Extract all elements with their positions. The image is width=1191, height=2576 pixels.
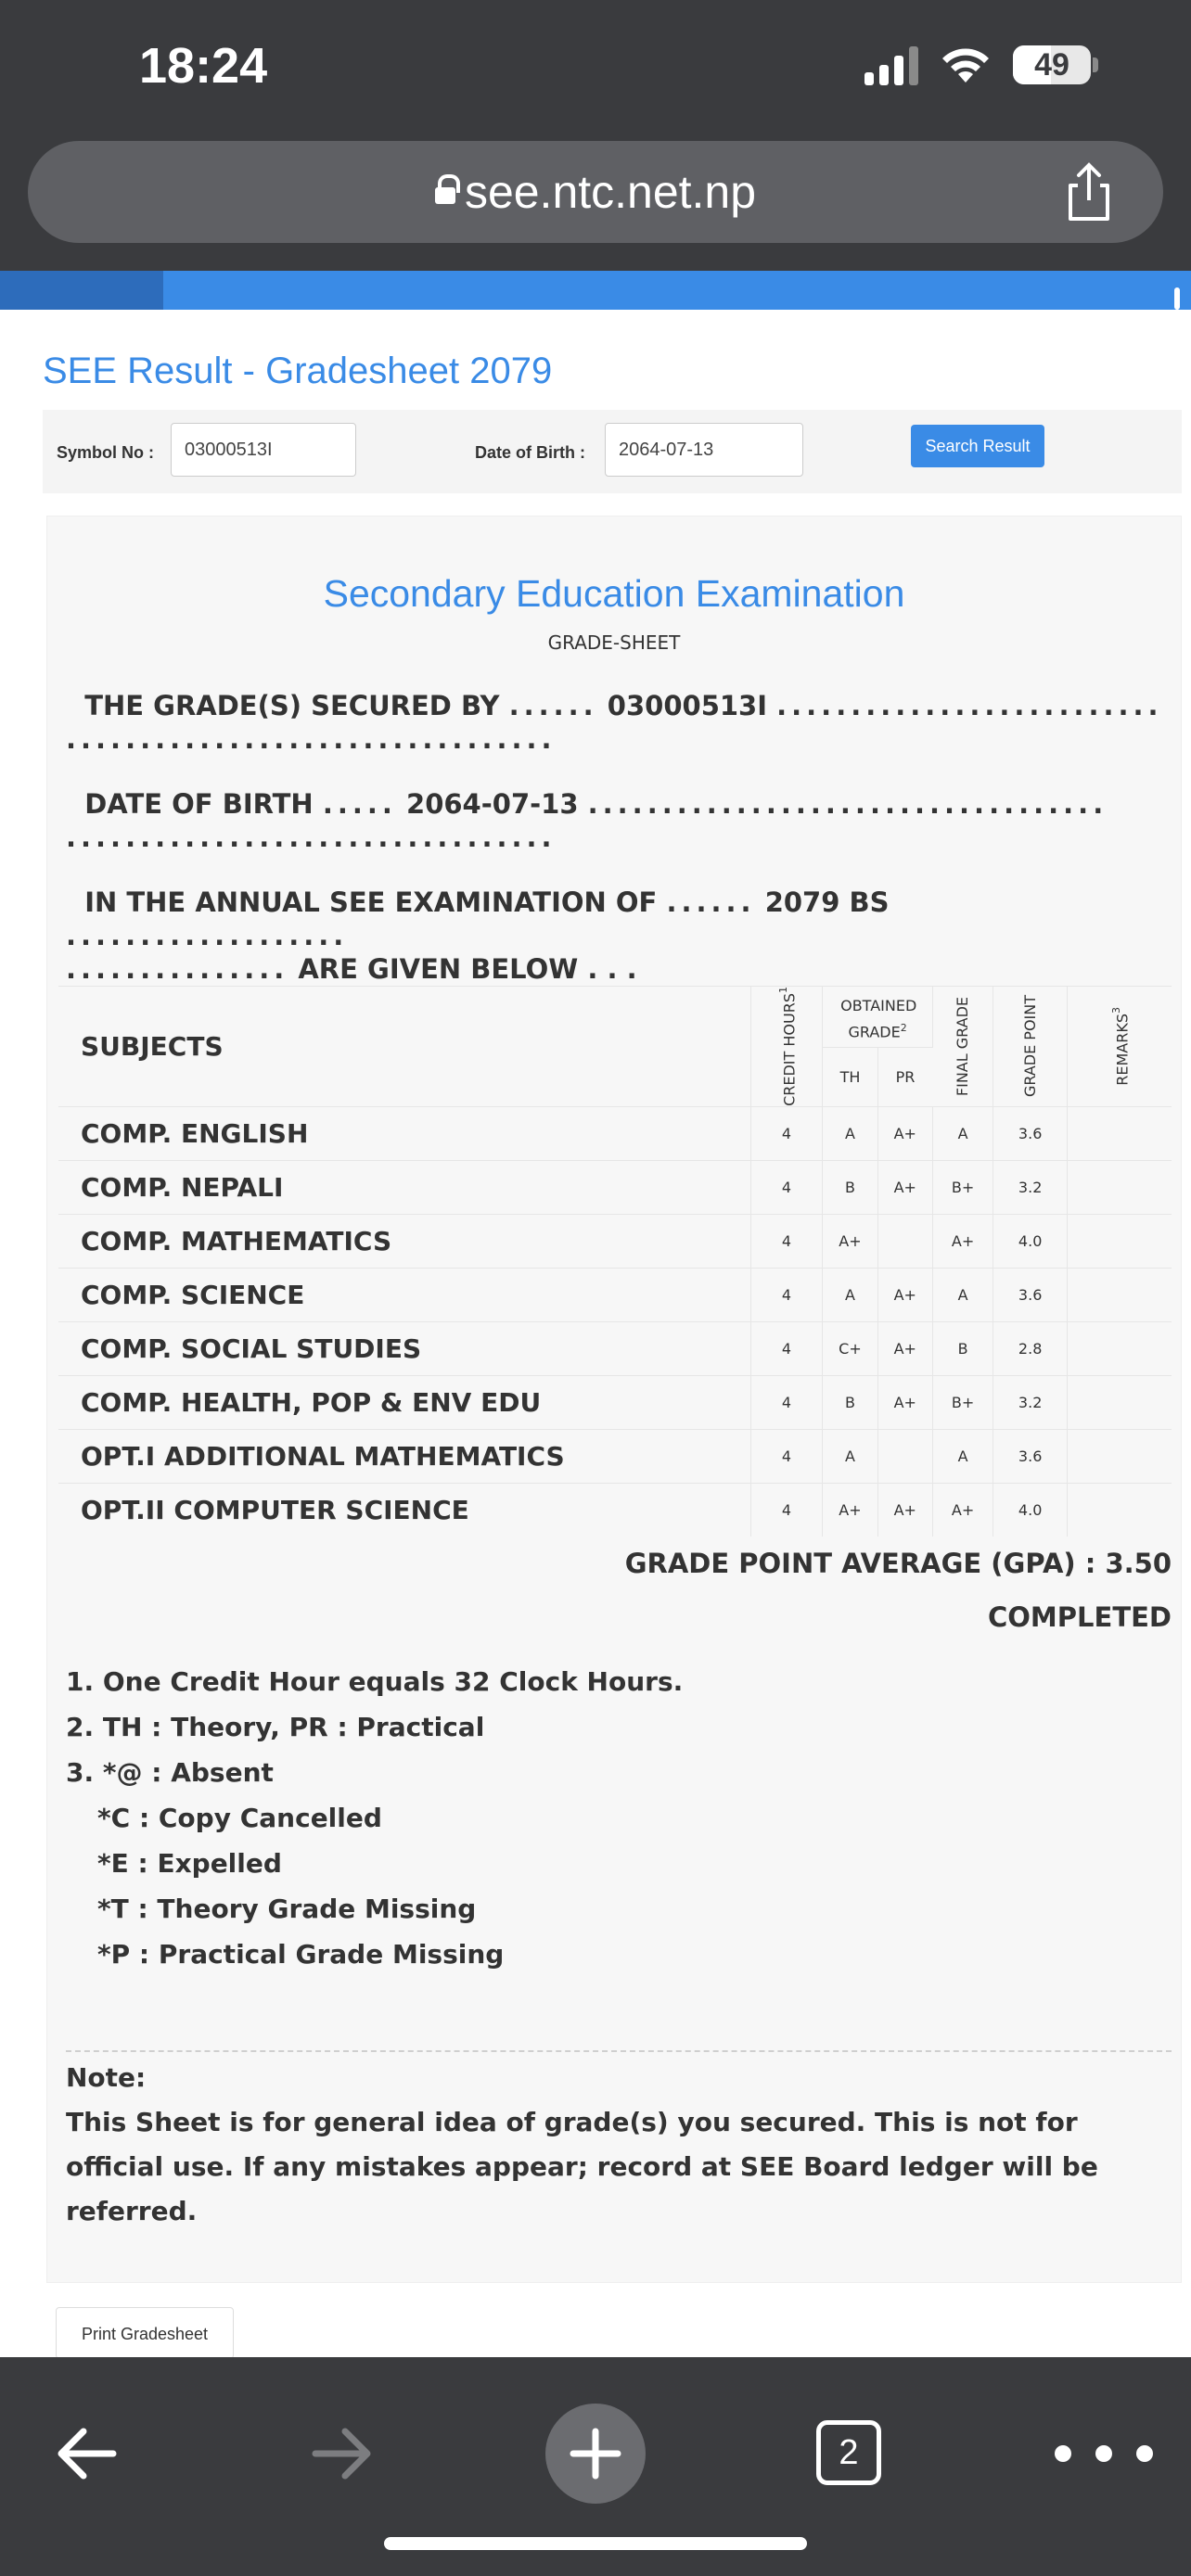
- grade-point: 3.6: [993, 1268, 1068, 1321]
- remarks: [1068, 1321, 1172, 1375]
- final-grade: B+: [932, 1375, 992, 1429]
- practical-grade: A+: [877, 1160, 932, 1214]
- subject-name: COMP. SOCIAL STUDIES: [58, 1321, 750, 1375]
- note-divider: [66, 2050, 1172, 2052]
- footnotes: [66, 1659, 683, 1977]
- new-tab-button[interactable]: [545, 2404, 646, 2504]
- theory-grade: A+: [823, 1483, 877, 1537]
- home-indicator: [384, 2537, 807, 2550]
- remarks: [1068, 1106, 1172, 1160]
- grade-point: 3.6: [993, 1429, 1068, 1483]
- tabs-button[interactable]: 2: [816, 2420, 881, 2485]
- search-result-button[interactable]: Search Result: [911, 425, 1044, 467]
- share-icon[interactable]: [1059, 161, 1119, 223]
- table-row: [58, 1268, 1172, 1321]
- final-grade: A: [932, 1106, 992, 1160]
- theory-grade: A: [823, 1268, 877, 1321]
- table-row: [58, 1375, 1172, 1429]
- gradesheet-subtitle: GRADE-SHEET: [547, 631, 681, 654]
- remarks: [1068, 1268, 1172, 1321]
- theory-grade: B: [823, 1160, 877, 1214]
- final-grade: B: [932, 1321, 992, 1375]
- remarks: [1068, 1429, 1172, 1483]
- header-pr: PR: [877, 1047, 932, 1106]
- dob-label: Date of Birth :: [475, 443, 585, 462]
- practical-grade: [877, 1429, 932, 1483]
- grade-point: 4.0: [993, 1483, 1068, 1537]
- dob-input[interactable]: 2064-07-13: [605, 423, 803, 477]
- header-credit-hours: CREDIT HOURS$^1$: [750, 987, 823, 1107]
- wifi-icon: [939, 45, 992, 84]
- note-text: This Sheet is for general idea of grade(s) you secured. This is not for official use. If any mistakes appear; record at SEE Board ledger will be referred.: [66, 2107, 1098, 2226]
- table-row: [58, 1483, 1172, 1537]
- practical-grade: [877, 1214, 932, 1268]
- theory-grade: C+: [823, 1321, 877, 1375]
- subject-name: COMP. MATHEMATICS: [58, 1214, 750, 1268]
- credit-hours: 4: [750, 1214, 823, 1268]
- credit-hours: 4: [750, 1375, 823, 1429]
- credit-hours: 4: [750, 1483, 823, 1537]
- status-icons: [864, 45, 1098, 85]
- page-title: SEE Result - Gradesheet 2079: [43, 351, 553, 391]
- lock-icon: [435, 184, 455, 210]
- address-bar[interactable]: [28, 141, 1163, 243]
- subject-name: OPT.II COMPUTER SCIENCE: [58, 1483, 750, 1537]
- table-row: [58, 1321, 1172, 1375]
- secured-by-statement: THE GRADE(S) SECURED BY ...... 03000513I .......................... .................................: [66, 690, 1163, 755]
- practical-grade: A+: [877, 1483, 932, 1537]
- back-arrow-icon[interactable]: [52, 2418, 122, 2489]
- footnote: 2. TH : Theory, PR : Practical: [66, 1712, 485, 1742]
- credit-hours: 4: [750, 1106, 823, 1160]
- footnote: *P : Practical Grade Missing: [97, 1939, 505, 1970]
- theory-grade: A: [823, 1429, 877, 1483]
- scroll-indicator: [1174, 287, 1180, 310]
- header-subjects: SUBJECTS: [58, 987, 750, 1107]
- subject-name: COMP. HEALTH, POP & ENV EDU: [58, 1375, 750, 1429]
- gpa-summary: GRADE POINT AVERAGE (GPA) : 3.50: [624, 1548, 1172, 1579]
- table-row: [58, 1429, 1172, 1483]
- forward-arrow-icon[interactable]: [306, 2418, 377, 2489]
- url-text: see.ntc.net.np: [464, 166, 757, 218]
- result-status: COMPLETED: [987, 1601, 1172, 1633]
- table-row: [58, 1214, 1172, 1268]
- credit-hours: 4: [750, 1321, 823, 1375]
- plus-icon: [545, 2404, 646, 2504]
- header-grade-point: GRADE POINT: [993, 987, 1068, 1107]
- footnote: *C : Copy Cancelled: [97, 1803, 382, 1833]
- grade-point: 3.2: [993, 1375, 1068, 1429]
- remarks: [1068, 1214, 1172, 1268]
- grades-table: [58, 986, 1172, 1537]
- grade-point: 4.0: [993, 1214, 1068, 1268]
- theory-grade: A: [823, 1106, 877, 1160]
- theory-grade: A+: [823, 1214, 877, 1268]
- credit-hours: 4: [750, 1268, 823, 1321]
- grade-point: 2.8: [993, 1321, 1068, 1375]
- header-obtained-grade: OBTAINED GRADE$^2$: [823, 987, 933, 1048]
- footnote: *T : Theory Grade Missing: [97, 1894, 477, 1924]
- table-row: [58, 1106, 1172, 1160]
- subject-name: COMP. SCIENCE: [58, 1268, 750, 1321]
- footnote: *E : Expelled: [97, 1848, 282, 1879]
- cellular-signal-icon: [864, 45, 918, 85]
- more-options-icon[interactable]: [1048, 2442, 1159, 2465]
- header-final-grade: FINAL GRADE: [932, 987, 992, 1107]
- search-form: [43, 410, 1182, 493]
- grade-point: 3.2: [993, 1160, 1068, 1214]
- practical-grade: A+: [877, 1321, 932, 1375]
- footnote: 1. One Credit Hour equals 32 Clock Hours.: [66, 1666, 684, 1697]
- final-grade: A: [932, 1268, 992, 1321]
- symbol-input[interactable]: 03000513I: [171, 423, 356, 477]
- subject-name: OPT.I ADDITIONAL MATHEMATICS: [58, 1429, 750, 1483]
- practical-grade: A+: [877, 1106, 932, 1160]
- gradesheet-card: [46, 516, 1182, 2283]
- exam-title: Secondary Education Examination: [323, 572, 905, 615]
- subject-name: COMP. ENGLISH: [58, 1106, 750, 1160]
- battery-icon: [1013, 45, 1091, 84]
- header-th: TH: [823, 1047, 877, 1106]
- credit-hours: 4: [750, 1160, 823, 1214]
- print-gradesheet-button[interactable]: Print Gradesheet: [56, 2307, 234, 2359]
- subject-name: COMP. NEPALI: [58, 1160, 750, 1214]
- header-remarks: REMARKS$^3$: [1068, 987, 1172, 1107]
- disclaimer-note: [66, 2056, 1153, 2234]
- banner-logo-area: [0, 271, 163, 310]
- exam-statement: IN THE ANNUAL SEE EXAMINATION OF ...... 2079 BS ................... ............... ARE GIVEN BELOW . . .: [66, 886, 890, 985]
- battery-percent: 49: [1034, 47, 1069, 83]
- footnote: 3. *@ : Absent: [66, 1757, 274, 1788]
- practical-grade: A+: [877, 1268, 932, 1321]
- remarks: [1068, 1160, 1172, 1214]
- final-grade: B+: [932, 1160, 992, 1214]
- note-label: Note:: [66, 2062, 147, 2093]
- remarks: [1068, 1483, 1172, 1537]
- practical-grade: A+: [877, 1375, 932, 1429]
- site-banner: [0, 271, 1191, 310]
- grade-point: 3.6: [993, 1106, 1068, 1160]
- dob-statement: DATE OF BIRTH ..... 2064-07-13 ................................... .................................: [66, 788, 1108, 853]
- final-grade: A+: [932, 1483, 992, 1537]
- table-row: [58, 1160, 1172, 1214]
- final-grade: A: [932, 1429, 992, 1483]
- remarks: [1068, 1375, 1172, 1429]
- theory-grade: B: [823, 1375, 877, 1429]
- credit-hours: 4: [750, 1429, 823, 1483]
- final-grade: A+: [932, 1214, 992, 1268]
- browser-chrome: [0, 0, 1191, 271]
- status-time: 18:24: [139, 38, 268, 94]
- symbol-label: Symbol No :: [57, 443, 155, 462]
